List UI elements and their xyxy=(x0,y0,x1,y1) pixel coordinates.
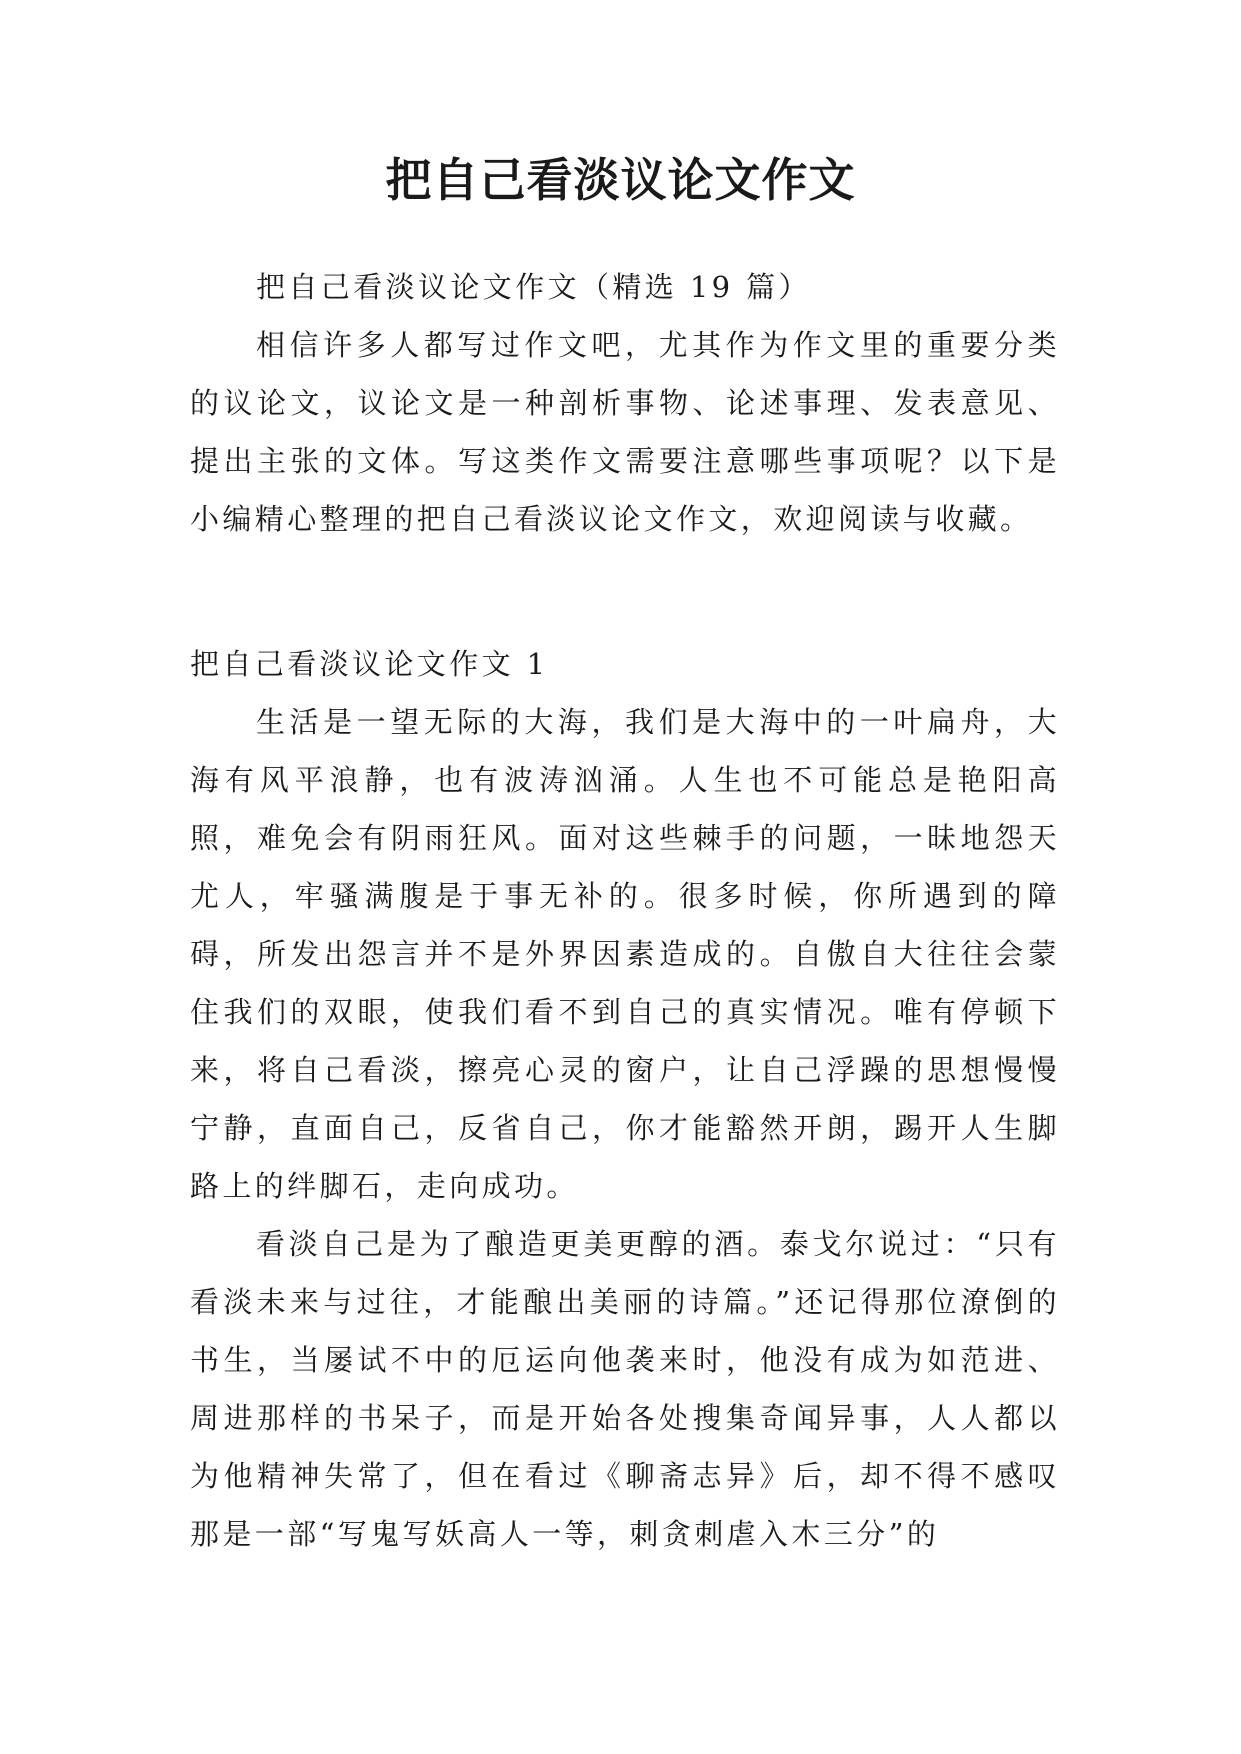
essay-paragraph: 看淡自己是为了酿造更美更醇的酒。泰戈尔说过：“只有看淡未来与过往，才能酿出美丽的诗篇。”还记得那位潦倒的书生，当屡试不中的厄运向他袭来时，他没有成为如范进、周进那样的书呆子，而是开始各处搜集奇闻异事，人人都以为他精神失常了，但在看过《聊斋志异》后，却不得不感叹那是一部“写鬼写妖高人一等，刺贪刺虐入木三分”的 xyxy=(190,1227,1060,1551)
intro-paragraph: 相信许多人都写过作文吧，尤其作为作文里的重要分类的议论文，议论文是一种剖析事物、论述事理、发表意见、提出主张的文体。写这类作文需要注意哪些事项呢？以下是小编精心整理的把自己看淡议论文作文，欢迎阅读与收藏。 xyxy=(190,328,1060,536)
essay-section xyxy=(190,635,1060,1563)
document-title: 把自己看淡议论文作文 xyxy=(385,153,856,207)
essay-paragraph: 生活是一望无际的大海，我们是大海中的一叶扁舟，大海有风平浪静，也有波涛汹涌。人生也不可能总是艳阳高照，难免会有阴雨狂风。面对这些棘手的问题，一昧地怨天尤人，牢骚满腹是于事无补的。很多时候，你所遇到的障碍，所发出怨言并不是外界因素造成的。自傲自大往往会蒙住我们的双眼，使我们看不到自己的真实情况。唯有停顿下来，将自己看淡，擦亮心灵的窗户，让自己浮躁的思想慢慢宁静，直面自己，反省自己，你才能豁然开朗，踢开人生脚路上的绊脚石，走向成功。 xyxy=(190,705,1060,1203)
section-heading: 把自己看淡议论文作文 1 xyxy=(190,647,549,681)
intro-block xyxy=(190,258,1060,548)
document-subtitle: 把自己看淡议论文作文（精选 19 篇） xyxy=(256,270,811,304)
